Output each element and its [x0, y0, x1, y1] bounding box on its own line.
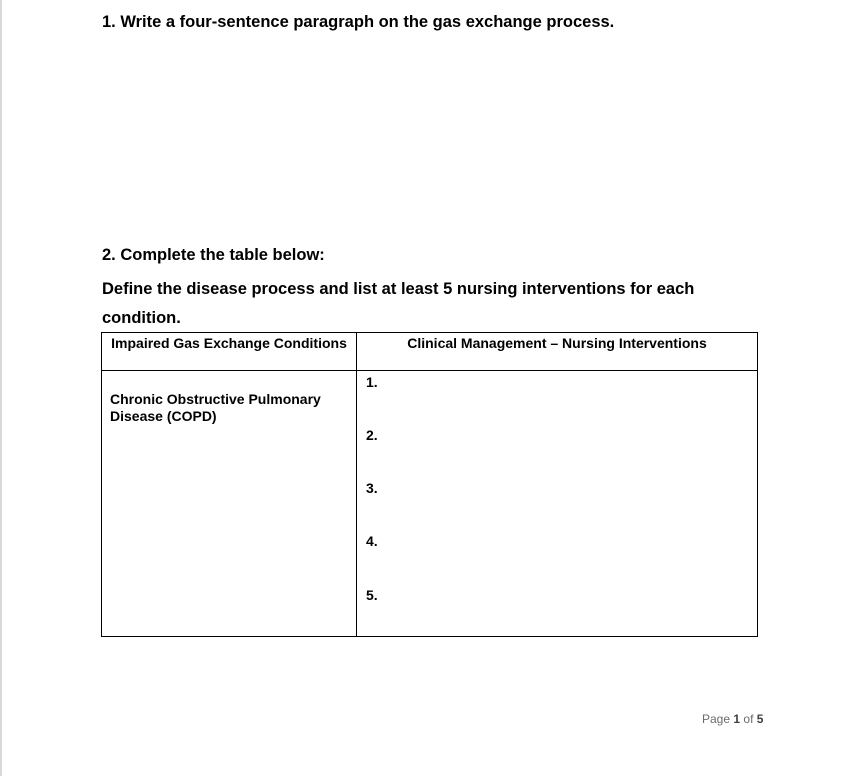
question-1: 1. Write a four-sentence paragraph on the gas exchange process. — [102, 13, 615, 31]
header-conditions: Impaired Gas Exchange Conditions — [102, 333, 357, 371]
condition-cell — [102, 371, 357, 637]
table-header-row — [102, 333, 758, 371]
question-2-heading: 2. Complete the table below: — [102, 246, 325, 264]
intervention-2: 2. — [366, 427, 378, 443]
table-row — [102, 371, 758, 637]
current-page: 1 — [733, 712, 741, 726]
intervention-1: 1. — [366, 374, 378, 390]
intervention-3: 3. — [366, 480, 378, 496]
interventions-cell[interactable] — [357, 371, 758, 637]
header-interventions: Clinical Management – Nursing Interventions — [357, 333, 758, 371]
intervention-5: 5. — [366, 587, 378, 603]
question-2-instruction: Define the disease process and list at least 5 nursing interventions for each condition. — [102, 280, 695, 327]
conditions-table — [101, 332, 758, 637]
condition-name: Chronic Obstructive Pulmonary Disease (COPD) — [110, 391, 321, 424]
of-label: of — [743, 712, 754, 726]
page-number-footer — [702, 712, 763, 726]
intervention-4: 4. — [366, 533, 378, 549]
total-pages: 5 — [756, 712, 764, 726]
page-label: Page — [702, 712, 731, 726]
